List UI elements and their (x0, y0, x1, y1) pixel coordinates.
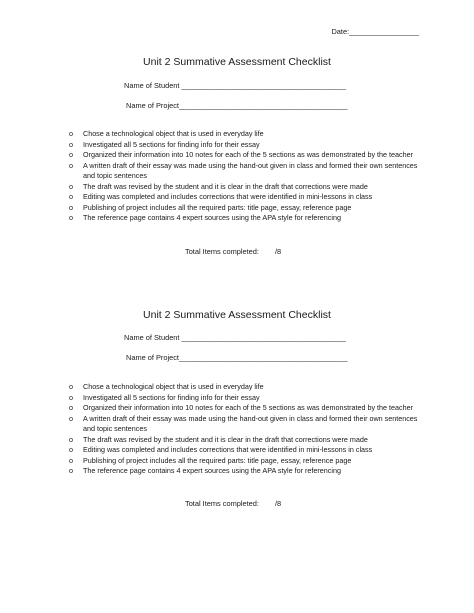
checkbox-circle-icon: o (69, 150, 73, 159)
checklist-title: Unit 2 Summative Assessment Checklist (143, 309, 331, 321)
checkbox-circle-icon: o (69, 160, 73, 170)
project-name-field: Name of Project_________________________________________ (126, 101, 348, 110)
checkbox-circle-icon: o (69, 403, 73, 412)
total-label: Total Items completed: (185, 499, 259, 508)
total-items (185, 247, 281, 256)
total-items (185, 499, 281, 508)
checkbox-circle-icon: o (69, 139, 73, 149)
checkbox-circle-icon: o (69, 213, 73, 222)
checklist-title: Unit 2 Summative Assessment Checklist (143, 56, 331, 68)
student-name-field: Name of Student ________________________________________ (124, 81, 346, 90)
checkbox-circle-icon: o (69, 466, 73, 475)
total-score: /8 (274, 499, 282, 508)
total-score: /8 (274, 247, 282, 256)
checkbox-circle-icon: o (69, 445, 73, 454)
checklist-item: o A written draft of their essay was made using the hand-out given in class and formed their own sentences and topic sentences (69, 160, 418, 180)
checklist-item: o Chose a technological object that is used in everyday life (69, 382, 264, 391)
checklist-item: o Chose a technological object that is used in everyday life (69, 129, 264, 138)
checklist-item: o The reference page contains 4 expert sources using the APA style for referencing (69, 466, 341, 475)
checklist-items (69, 129, 429, 224)
checklist-item: o Editing was completed and includes corrections that were identified in mini-lessons in class (69, 192, 373, 201)
checklist-item: o Publishing of project includes all the required parts: title page, essay, reference page (69, 455, 352, 465)
checklist-item: o The draft was revised by the student and it is clear in the draft that corrections were made (69, 434, 368, 444)
checkbox-circle-icon: o (69, 392, 73, 402)
checklist-item: o Investigated all 5 sections for finding info for their essay (69, 139, 260, 149)
checkbox-circle-icon: o (69, 192, 73, 201)
total-label: Total Items completed: (185, 247, 259, 256)
checkbox-circle-icon: o (69, 434, 73, 444)
checklist-item: o A written draft of their essay was made using the hand-out given in class and formed their own sentences and topic sentences (69, 413, 418, 433)
project-name-field: Name of Project_________________________________________ (126, 353, 348, 362)
checklist-item: o Organized their information into 10 notes for each of the 5 sections as was demonstrated by the teacher (69, 150, 414, 159)
checklist-item: o Publishing of project includes all the required parts: title page, essay, reference page (69, 202, 352, 212)
checkbox-circle-icon: o (69, 129, 73, 138)
checklist-item: o The reference page contains 4 expert sources using the APA style for referencing (69, 213, 341, 222)
checkbox-circle-icon: o (69, 455, 73, 465)
checklist-item: o Investigated all 5 sections for finding info for their essay (69, 392, 260, 402)
checklist-item: o Organized their information into 10 notes for each of the 5 sections as was demonstrated by the teacher (69, 403, 414, 412)
checklist-item: o Editing was completed and includes corrections that were identified in mini-lessons in class (69, 445, 373, 454)
checkbox-circle-icon: o (69, 202, 73, 212)
checkbox-circle-icon: o (69, 382, 73, 391)
checkbox-circle-icon: o (69, 413, 73, 423)
date-field: Date:_________________ (331, 27, 419, 36)
checklist-item: o The draft was revised by the student and it is clear in the draft that corrections were made (69, 181, 368, 191)
checkbox-circle-icon: o (69, 181, 73, 191)
checklist-items (69, 382, 429, 477)
student-name-field: Name of Student ________________________________________ (124, 333, 346, 342)
